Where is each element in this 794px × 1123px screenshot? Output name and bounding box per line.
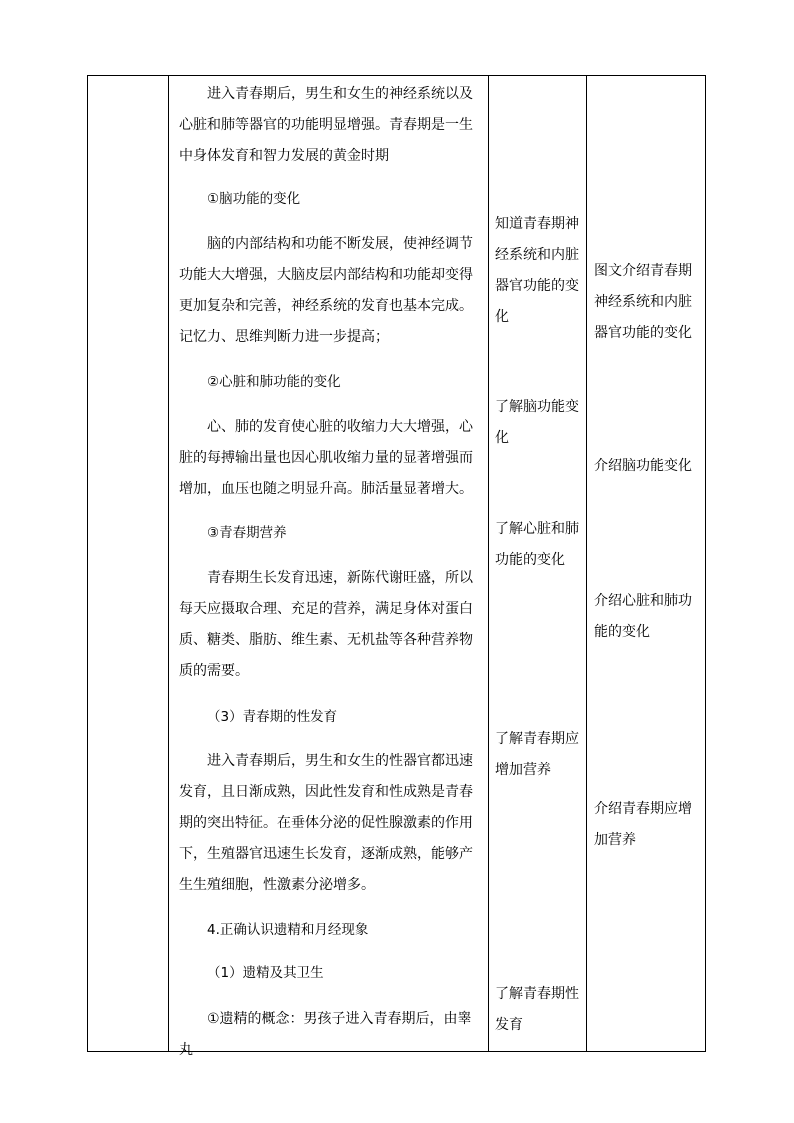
objective-text: 了解脑功能变化 [495, 399, 579, 446]
activity-text: 图文介绍青春期神经系统和内脏器官功能的变化 [594, 263, 692, 341]
objective-text: 了解青春期应增加营养 [495, 731, 579, 778]
activity-text: 介绍心脏和肺功能的变化 [594, 593, 692, 640]
activities-cell [587, 76, 705, 1051]
teaching-content-cell [169, 76, 489, 1058]
paragraph-body: 进入青春期后，男生和女生的性器官都迅速发育，且日渐成熟，因此性发育和性成熟是青春期的突出特征。在垂体分泌的促性腺激素的作用下，生殖器官迅速生长发育，逐渐成熟，能够产生生殖细胞，性激素分泌增多。 [179, 753, 473, 893]
section-heading: （1）遗精及其卫生 [207, 965, 324, 981]
objective-text: 了解青春期性发育 [495, 986, 579, 1033]
empty-column-cell [88, 76, 168, 1051]
paragraph-body: 心、肺的发育使心脏的收缩力大大增强，心脏的每搏输出量也因心肌收缩力量的显著增强而增加，血压也随之明显升高。肺活量显著增大。 [179, 419, 473, 497]
lesson-table [87, 75, 706, 1058]
section-heading: ①脑功能的变化 [207, 191, 301, 207]
objective-text: 知道青春期神经系统和内脏器官功能的变化 [495, 216, 579, 325]
objective-text: 了解心脏和肺功能的变化 [495, 521, 579, 568]
paragraph-body: 进入青春期后，男生和女生的神经系统以及心脏和肺等器官的功能明显增强。青春期是一生中身体发育和智力发展的黄金时期 [179, 86, 473, 164]
section-heading: ③青春期营养 [207, 525, 287, 541]
activity-text: 介绍青春期应增加营养 [594, 801, 692, 848]
objectives-cell [489, 76, 587, 1051]
section-heading: 4.正确认识遗精和月经现象 [207, 922, 369, 938]
section-heading: （3）青春期的性发育 [207, 709, 338, 725]
section-heading: ②心脏和肺功能的变化 [207, 374, 341, 390]
activity-text: 介绍脑功能变化 [594, 458, 692, 474]
paragraph-body: 脑的内部结构和功能不断发展，使神经调节功能大大增强，大脑皮层内部结构和功能却变得更加复杂和完善，神经系统的发育也基本完成。记忆力、思维判断力进一步提高； [179, 236, 473, 345]
paragraph-body: ①遗精的概念：男孩子进入青春期后，由睾丸 [179, 1011, 472, 1058]
paragraph-body: 青春期生长发育迅速，新陈代谢旺盛，所以每天应摄取合理、充足的营养，满足身体对蛋白质、糖类、脂肪、维生素、无机盐等各种营养物质的需要。 [179, 570, 473, 679]
